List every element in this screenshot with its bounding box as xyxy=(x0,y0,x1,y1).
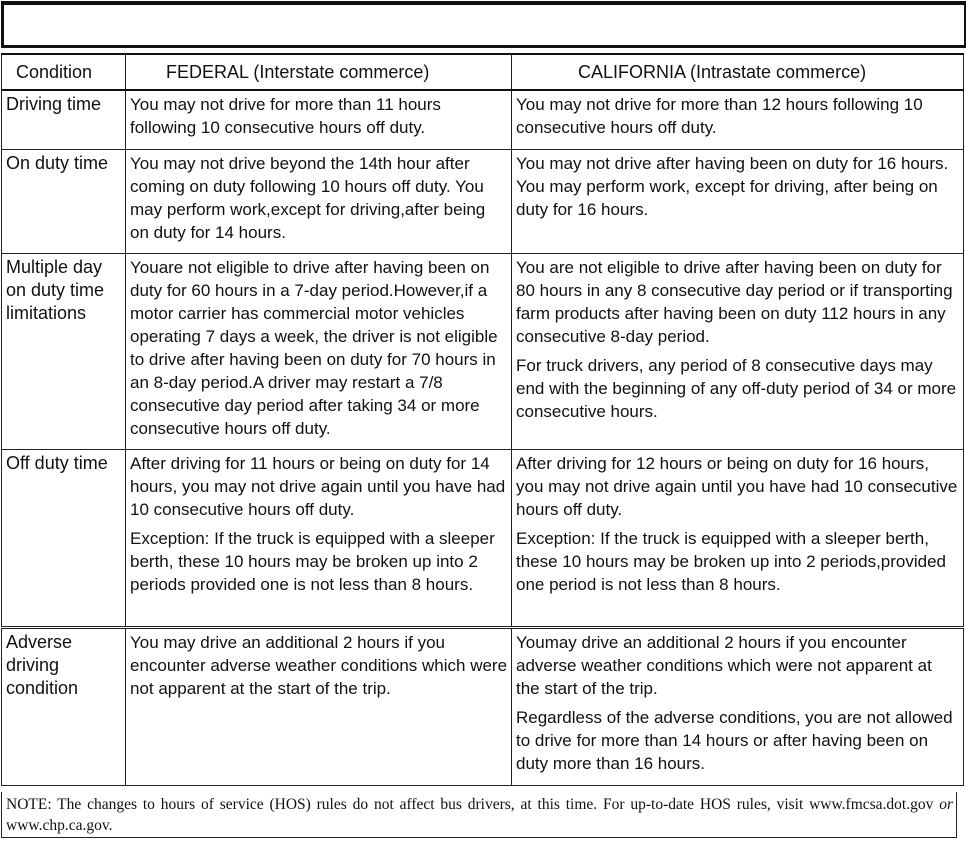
header-federal: FEDERAL (Interstate commerce) xyxy=(126,54,512,90)
california-text: For truck drivers, any period of 8 consecutive days may end with the beginning of any off-duty period of 34 or more consecutive hours. xyxy=(516,355,957,421)
federal-cell xyxy=(126,449,512,627)
california-text: After driving for 12 hours or being on duty for 16 hours, you may not drive again until you have had 10 consecutive hours off duty. xyxy=(516,453,958,519)
california-text: Exception: If the truck is equipped with a sleeper berth, these 10 hours may be broken up into 2 periods,provided one period is not less than 8 hours. xyxy=(516,528,946,594)
federal-cell xyxy=(126,149,512,253)
header-condition: Condition xyxy=(2,54,126,90)
table-row xyxy=(2,253,964,449)
table-row xyxy=(2,90,964,149)
hos-comparison-table xyxy=(1,53,964,786)
footnote xyxy=(1,792,957,838)
header-california: CALIFORNIA (Intrastate commerce) xyxy=(512,54,964,90)
federal-cell xyxy=(126,627,512,785)
condition-cell: Multiple day on duty time limitations xyxy=(2,253,126,449)
condition-cell: Driving time xyxy=(2,90,126,149)
table-row xyxy=(2,149,964,253)
condition-cell: On duty time xyxy=(2,149,126,253)
california-cell xyxy=(512,253,964,449)
california-cell xyxy=(512,449,964,627)
footnote-or: or xyxy=(939,796,953,813)
california-text: You may not drive after having been on duty for 16 hours. You may perform work, except for driving, after being on duty for 16 hours. xyxy=(516,153,949,219)
table-row xyxy=(2,627,964,785)
federal-text: Youare not eligible to drive after having been on duty for 60 hours in a 7-day period.However,if a motor carrier has commercial motor vehicles operating 7 days a week, the driver is not eligible to drive after having been on duty for 70 hours in an 8-day period.A driver may restart a 7/8 consecutive day period after taking 34 or more consecutive hours off duty. xyxy=(130,257,498,438)
table-header-row xyxy=(2,54,964,90)
title-box xyxy=(1,1,966,48)
california-cell xyxy=(512,90,964,149)
california-cell xyxy=(512,627,964,785)
california-text: You may not drive for more than 12 hours following 10 consecutive hours off duty. xyxy=(516,95,923,137)
footnote-text-end: www.chp.ca.gov. xyxy=(6,817,113,834)
california-text: Regardless of the adverse conditions, you are not allowed to drive for more than 14 hours or after having been on duty more than 16 hours. xyxy=(516,707,953,773)
federal-text: Exception: If the truck is equipped with a sleeper berth, these 10 hours may be broken up into 2 periods provided one is not less than 8 hours. xyxy=(130,528,495,594)
condition-cell: Adverse driving condition xyxy=(2,627,126,785)
federal-text: After driving for 11 hours or being on duty for 14 hours, you may not drive again until you have had 10 consecutive hours off duty. xyxy=(130,453,506,519)
federal-cell xyxy=(126,90,512,149)
federal-text: You may not drive beyond the 14th hour after coming on duty following 10 hours off duty. You may perform work,except for driving,after being on duty for 14 hours. xyxy=(130,153,486,242)
california-text: Youmay drive an additional 2 hours if you encounter adverse weather conditions which were not apparent at the start of the trip. xyxy=(516,632,932,698)
condition-cell: Off duty time xyxy=(2,449,126,627)
footnote-text: NOTE: The changes to hours of service (HOS) rules do not affect bus drivers, at this time. For up-to-date HOS rules, visit www.fmcsa.dot.gov xyxy=(6,796,940,813)
federal-text: You may not drive for more than 11 hours following 10 consecutive hours off duty. xyxy=(130,95,441,137)
california-text: You are not eligible to drive after having been on duty for 80 hours in any 8 consecutive day period or if transporting farm products after having been on duty 112 hours in any consecutive 8-day period. xyxy=(516,257,953,346)
california-cell xyxy=(512,149,964,253)
federal-text: You may drive an additional 2 hours if you encounter adverse weather conditions which were not apparent at the start of the trip. xyxy=(130,632,508,698)
table-row xyxy=(2,449,964,627)
federal-cell xyxy=(126,253,512,449)
